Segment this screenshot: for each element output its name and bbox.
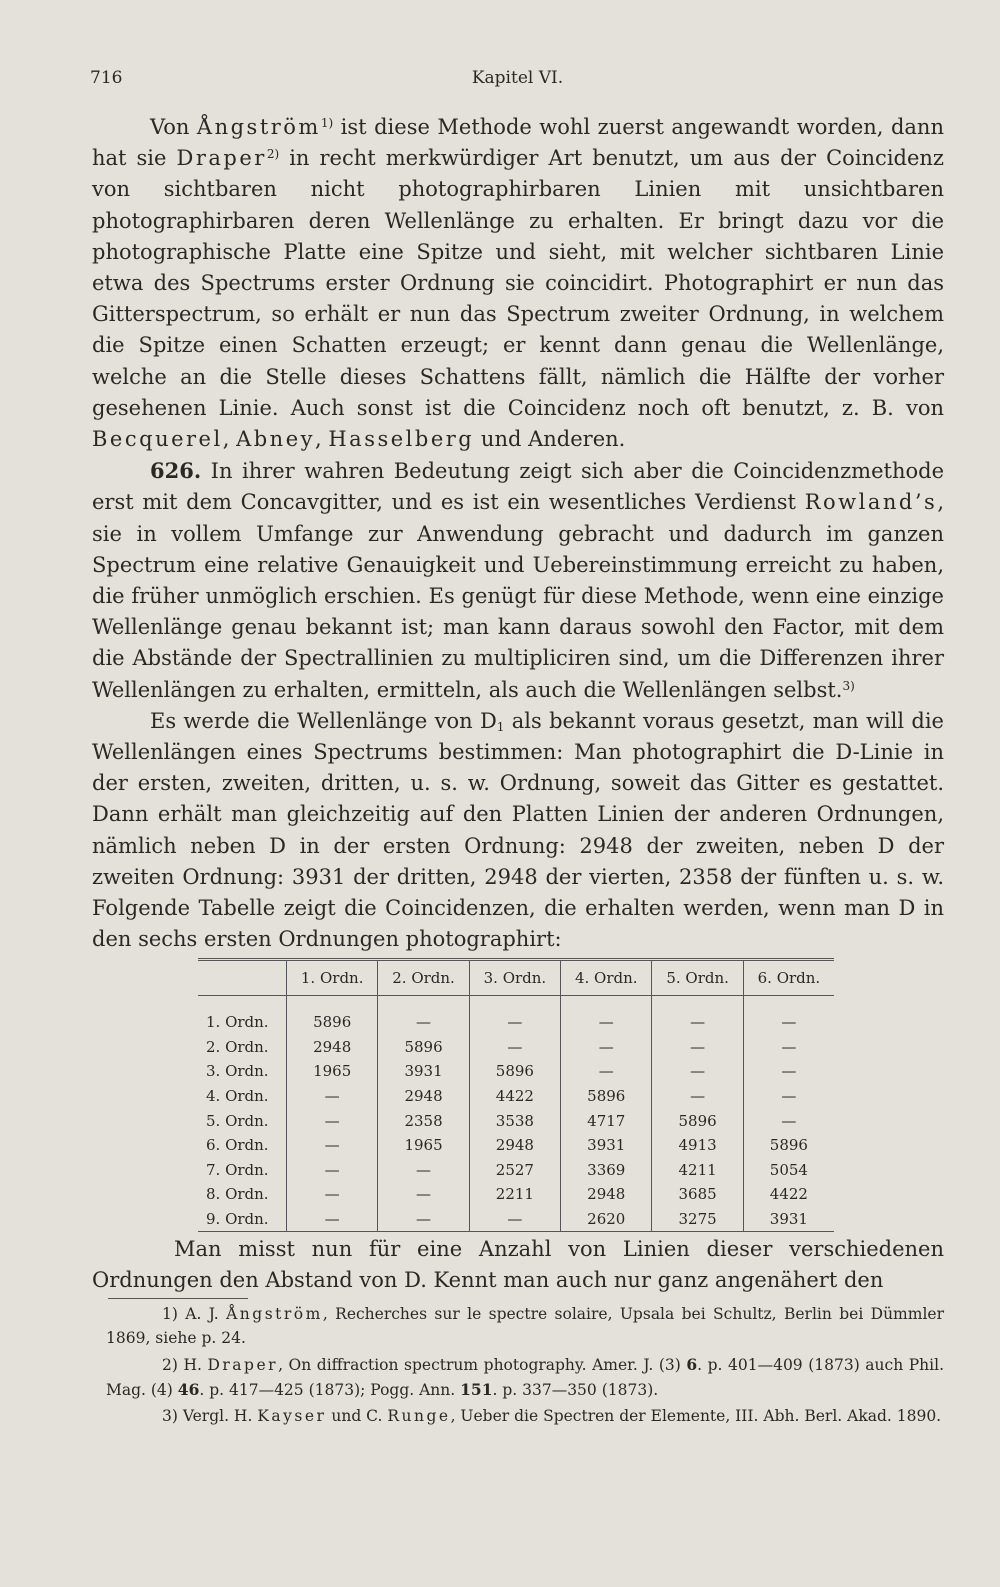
table-cell: 5896 bbox=[287, 996, 378, 1035]
coincidence-table-wrap bbox=[198, 958, 834, 1232]
table-cell: — bbox=[743, 1059, 834, 1084]
row-label: 6. Ordn. bbox=[206, 1136, 269, 1155]
text-span: . p. 337—350 (1873). bbox=[492, 1380, 659, 1399]
table-cell: 2948 bbox=[287, 1035, 378, 1060]
table-cell: — bbox=[469, 1207, 560, 1232]
text-span: H. bbox=[177, 1356, 208, 1374]
section-number: 626. bbox=[150, 458, 202, 484]
paragraph-4: Man misst nun für eine Anzahl von Linien dieser verschiedenen Ordnungen den Abstand von D. Kennt man auch nur ganz angenähert den bbox=[92, 1237, 944, 1292]
row-label: 7. Ordn. bbox=[206, 1160, 269, 1179]
table-body bbox=[198, 996, 834, 1232]
text-span: , Ueber die Spectren der Elemente, III. Abh. Berl. Akad. 1890. bbox=[450, 1407, 942, 1425]
table-cell: — bbox=[287, 1133, 378, 1158]
table-cell: 2948 bbox=[378, 1084, 469, 1109]
table-cell: 5054 bbox=[743, 1158, 834, 1183]
text-span: Von bbox=[150, 115, 197, 139]
table-cell: — bbox=[652, 1059, 743, 1084]
author-draper: Draper bbox=[176, 146, 267, 171]
text-span: In ihrer wahren Bedeutung zeigt sich aber die Coincidenzmethode erst mit dem Concavgitter, und es ist ein wesentliches Verdienst bbox=[92, 459, 944, 515]
table-cell: 4913 bbox=[652, 1133, 743, 1158]
body-text bbox=[92, 112, 944, 955]
table-cell: — bbox=[287, 1182, 378, 1207]
table-row bbox=[198, 1133, 834, 1158]
table-cell: 3931 bbox=[743, 1207, 834, 1232]
table-cell: 3931 bbox=[378, 1059, 469, 1084]
author-hasselberg: Hasselberg bbox=[328, 427, 475, 452]
page-header bbox=[90, 68, 945, 92]
table-cell: 3685 bbox=[652, 1182, 743, 1207]
text-span: , Recherches sur le spectre solaire, Upsala bei Schultz, Berlin bei Dümmler 1869, siehe p. 24. bbox=[106, 1305, 944, 1347]
running-title: Kapitel VI. bbox=[471, 68, 564, 88]
table-cell: 2527 bbox=[469, 1158, 560, 1183]
table-cell: 1965 bbox=[287, 1059, 378, 1084]
row-label: 8. Ordn. bbox=[206, 1185, 269, 1204]
footnote-rule bbox=[108, 1298, 248, 1299]
author-angstrom: Ångström bbox=[196, 115, 321, 139]
column-header: 5. Ordn. bbox=[652, 960, 743, 996]
table-cell: 3931 bbox=[561, 1133, 652, 1158]
footnote-1 bbox=[106, 1303, 944, 1350]
author-name: Ångström bbox=[226, 1305, 323, 1323]
table-cell: — bbox=[378, 1182, 469, 1207]
text-span: Vergl. H. bbox=[177, 1407, 258, 1425]
row-label: 1. Ordn. bbox=[206, 1013, 269, 1032]
author-name: Kayser bbox=[257, 1407, 327, 1425]
row-label: 5. Ordn. bbox=[206, 1111, 269, 1130]
text-span: . p. 417—425 (1873); Pogg. Ann. bbox=[199, 1380, 461, 1399]
footnote-marker: 2) bbox=[162, 1356, 178, 1374]
paragraph-1 bbox=[92, 112, 944, 455]
table-cell: — bbox=[561, 1059, 652, 1084]
row-label: 3. Ordn. bbox=[206, 1062, 269, 1081]
row-label: 2. Ordn. bbox=[206, 1037, 269, 1056]
table-cell: 5896 bbox=[652, 1108, 743, 1133]
column-header: 6. Ordn. bbox=[743, 960, 834, 996]
column-header: 4. Ordn. bbox=[561, 960, 652, 996]
table-cell: — bbox=[743, 996, 834, 1035]
table-cell: — bbox=[652, 1084, 743, 1109]
row-label: 9. Ordn. bbox=[198, 1207, 287, 1232]
table-cell: 5896 bbox=[743, 1133, 834, 1158]
volume-number: 6 bbox=[686, 1355, 698, 1374]
table-cell: — bbox=[378, 996, 469, 1035]
table-cell: 2211 bbox=[469, 1182, 560, 1207]
author-becquerel: Becquerel bbox=[92, 427, 223, 452]
table-cell: 5896 bbox=[378, 1035, 469, 1060]
text-span: A. J. bbox=[177, 1305, 227, 1323]
table-row bbox=[198, 1108, 834, 1133]
table-row bbox=[198, 996, 834, 1035]
subscript: 1 bbox=[496, 719, 505, 734]
text-span: , sie in vollem Umfange zur Anwendung gebracht und dadurch im ganzen Spectrum eine relative Genauigkeit und Uebereinstimmung erreicht zu haben, die früher unmöglich erschien. Es genügt für diese Methode, wenn eine einzige Wellenlänge genau bekannt ist; man kann daraus sowohl den Factor, mit dem die Abstände der Spectrallinien zu multipliciren sind, um die Differenzen ihrer Wellenlängen zu erhalten, ermitteln, als auch die Wellenlängen selbst. bbox=[92, 490, 944, 702]
text-span: und C. bbox=[326, 1407, 388, 1425]
table-cell: — bbox=[287, 1108, 378, 1133]
author-name: Runge bbox=[387, 1407, 451, 1425]
footnote-ref-3: 3) bbox=[842, 678, 855, 693]
table-row bbox=[198, 1035, 834, 1060]
table-cell: 5896 bbox=[469, 1059, 560, 1084]
text-span: als bekannt voraus gesetzt, man will die Wellenlängen eines Spectrums bestimmen: Man photographirt die D-Linie in der ersten, zweiten, dritten, u. s. w. Ordnung, soweit das Gitter es gestattet. Dann erhält man gleichzeitig auf den Platten Linien der anderen Ordnungen, nämlich neben D in der ersten Ordnung: 2948 der zweiten, neben D der zweiten Ordnung: 3931 der dritten, 2948 der vierten, 2358 der fünften u. s. w. Folgende Tabelle zeigt die Coincidenzen, die erhalten werden, wenn man D in den sechs ersten Ordnungen photographirt: bbox=[92, 708, 944, 952]
table-cell: 4422 bbox=[469, 1084, 560, 1109]
footnote-ref-2: 2) bbox=[266, 147, 280, 162]
text-span: , bbox=[222, 427, 237, 452]
table-row bbox=[198, 1182, 834, 1207]
footnote-ref-1: 1) bbox=[320, 116, 334, 130]
table-cell: — bbox=[287, 1207, 378, 1232]
page-number: 716 bbox=[90, 68, 123, 88]
table-cell: 3275 bbox=[652, 1207, 743, 1232]
table-row bbox=[198, 1059, 834, 1084]
footnote-marker: 1) bbox=[162, 1305, 178, 1323]
table-cell: — bbox=[561, 996, 652, 1035]
footnote-marker: 3) bbox=[162, 1407, 178, 1425]
table-row bbox=[198, 1158, 834, 1183]
volume-number: 46 bbox=[177, 1379, 200, 1399]
column-header: 1. Ordn. bbox=[287, 960, 378, 996]
table-cell: — bbox=[652, 996, 743, 1035]
table-row bbox=[198, 1207, 834, 1232]
table-cell: — bbox=[378, 1158, 469, 1183]
text-span: . p. 401—409 (1873) auch Phil. Mag. (4) bbox=[106, 1356, 944, 1399]
table-cell: — bbox=[743, 1108, 834, 1133]
text-span: Es werde die Wellenlänge von D bbox=[150, 708, 497, 733]
author-name: Draper bbox=[207, 1356, 279, 1374]
column-header: 2. Ordn. bbox=[378, 960, 469, 996]
table-cell: 3538 bbox=[469, 1108, 560, 1133]
table-cell: — bbox=[561, 1035, 652, 1060]
table-cell: 2948 bbox=[469, 1133, 560, 1158]
table-cell: — bbox=[469, 996, 560, 1035]
text-span: , bbox=[315, 427, 329, 452]
author-abney: Abney bbox=[236, 427, 315, 452]
volume-number: 151 bbox=[460, 1379, 493, 1399]
text-span: , On diffraction spectrum photography. Amer. J. (3) bbox=[278, 1356, 687, 1374]
body-text-continued bbox=[92, 1234, 944, 1296]
table-cell: 2620 bbox=[561, 1207, 652, 1232]
paragraph-2 bbox=[92, 455, 944, 706]
table-cell: 4211 bbox=[652, 1158, 743, 1183]
text-span: ist diese Methode wohl zuerst angewandt worden, dann hat sie bbox=[92, 115, 944, 171]
table-cell: 2358 bbox=[378, 1108, 469, 1133]
table-cell: — bbox=[378, 1207, 469, 1232]
footnote-3 bbox=[106, 1405, 944, 1429]
table-cell: 2948 bbox=[561, 1182, 652, 1207]
table-cell: — bbox=[287, 1158, 378, 1183]
footnote-2 bbox=[106, 1353, 944, 1402]
footnotes bbox=[106, 1303, 944, 1432]
table-cell: 5896 bbox=[561, 1084, 652, 1109]
table-cell: 1965 bbox=[378, 1133, 469, 1158]
table-header-row bbox=[198, 960, 834, 996]
table-row bbox=[198, 1084, 834, 1109]
table-cell: — bbox=[287, 1084, 378, 1109]
table-cell: 4422 bbox=[743, 1182, 834, 1207]
table-cell: — bbox=[743, 1084, 834, 1109]
table-cell: — bbox=[743, 1035, 834, 1060]
table-corner bbox=[198, 960, 287, 996]
text-span: und Anderen. bbox=[474, 427, 626, 452]
row-label: 4. Ordn. bbox=[206, 1087, 269, 1106]
table-cell: 3369 bbox=[561, 1158, 652, 1183]
table-cell: — bbox=[652, 1035, 743, 1060]
table-cell: 4717 bbox=[561, 1108, 652, 1133]
paragraph-3 bbox=[92, 706, 944, 956]
text-span: in recht merkwürdiger Art benutzt, um aus der Coincidenz von sichtbaren nicht photographirbaren Linien mit unsichtbaren photographirbaren deren Wellenlänge zu erhalten. Er bringt dazu vor die photographische Platte eine Spitze und sieht, mit welcher sichtbaren Linie etwa des Spectrums erster Ordnung sie coincidirt. Photographirt er nun das Gitterspectrum, so erhält er nun das Spectrum zweiter Ordnung, in welchem die Spitze einen Schatten erzeugt; er kennt dann genau die Wellenlänge, welche an die Stelle dieses Schattens fällt, nämlich die Hälfte der vorher gesehenen Linie. Auch sonst ist die Coincidenz noch oft benutzt, z. B. von bbox=[92, 146, 944, 420]
author-rowland: Rowland’s bbox=[804, 490, 938, 515]
coincidence-table bbox=[198, 958, 834, 1232]
column-header: 3. Ordn. bbox=[469, 960, 560, 996]
table-cell: — bbox=[469, 1035, 560, 1060]
